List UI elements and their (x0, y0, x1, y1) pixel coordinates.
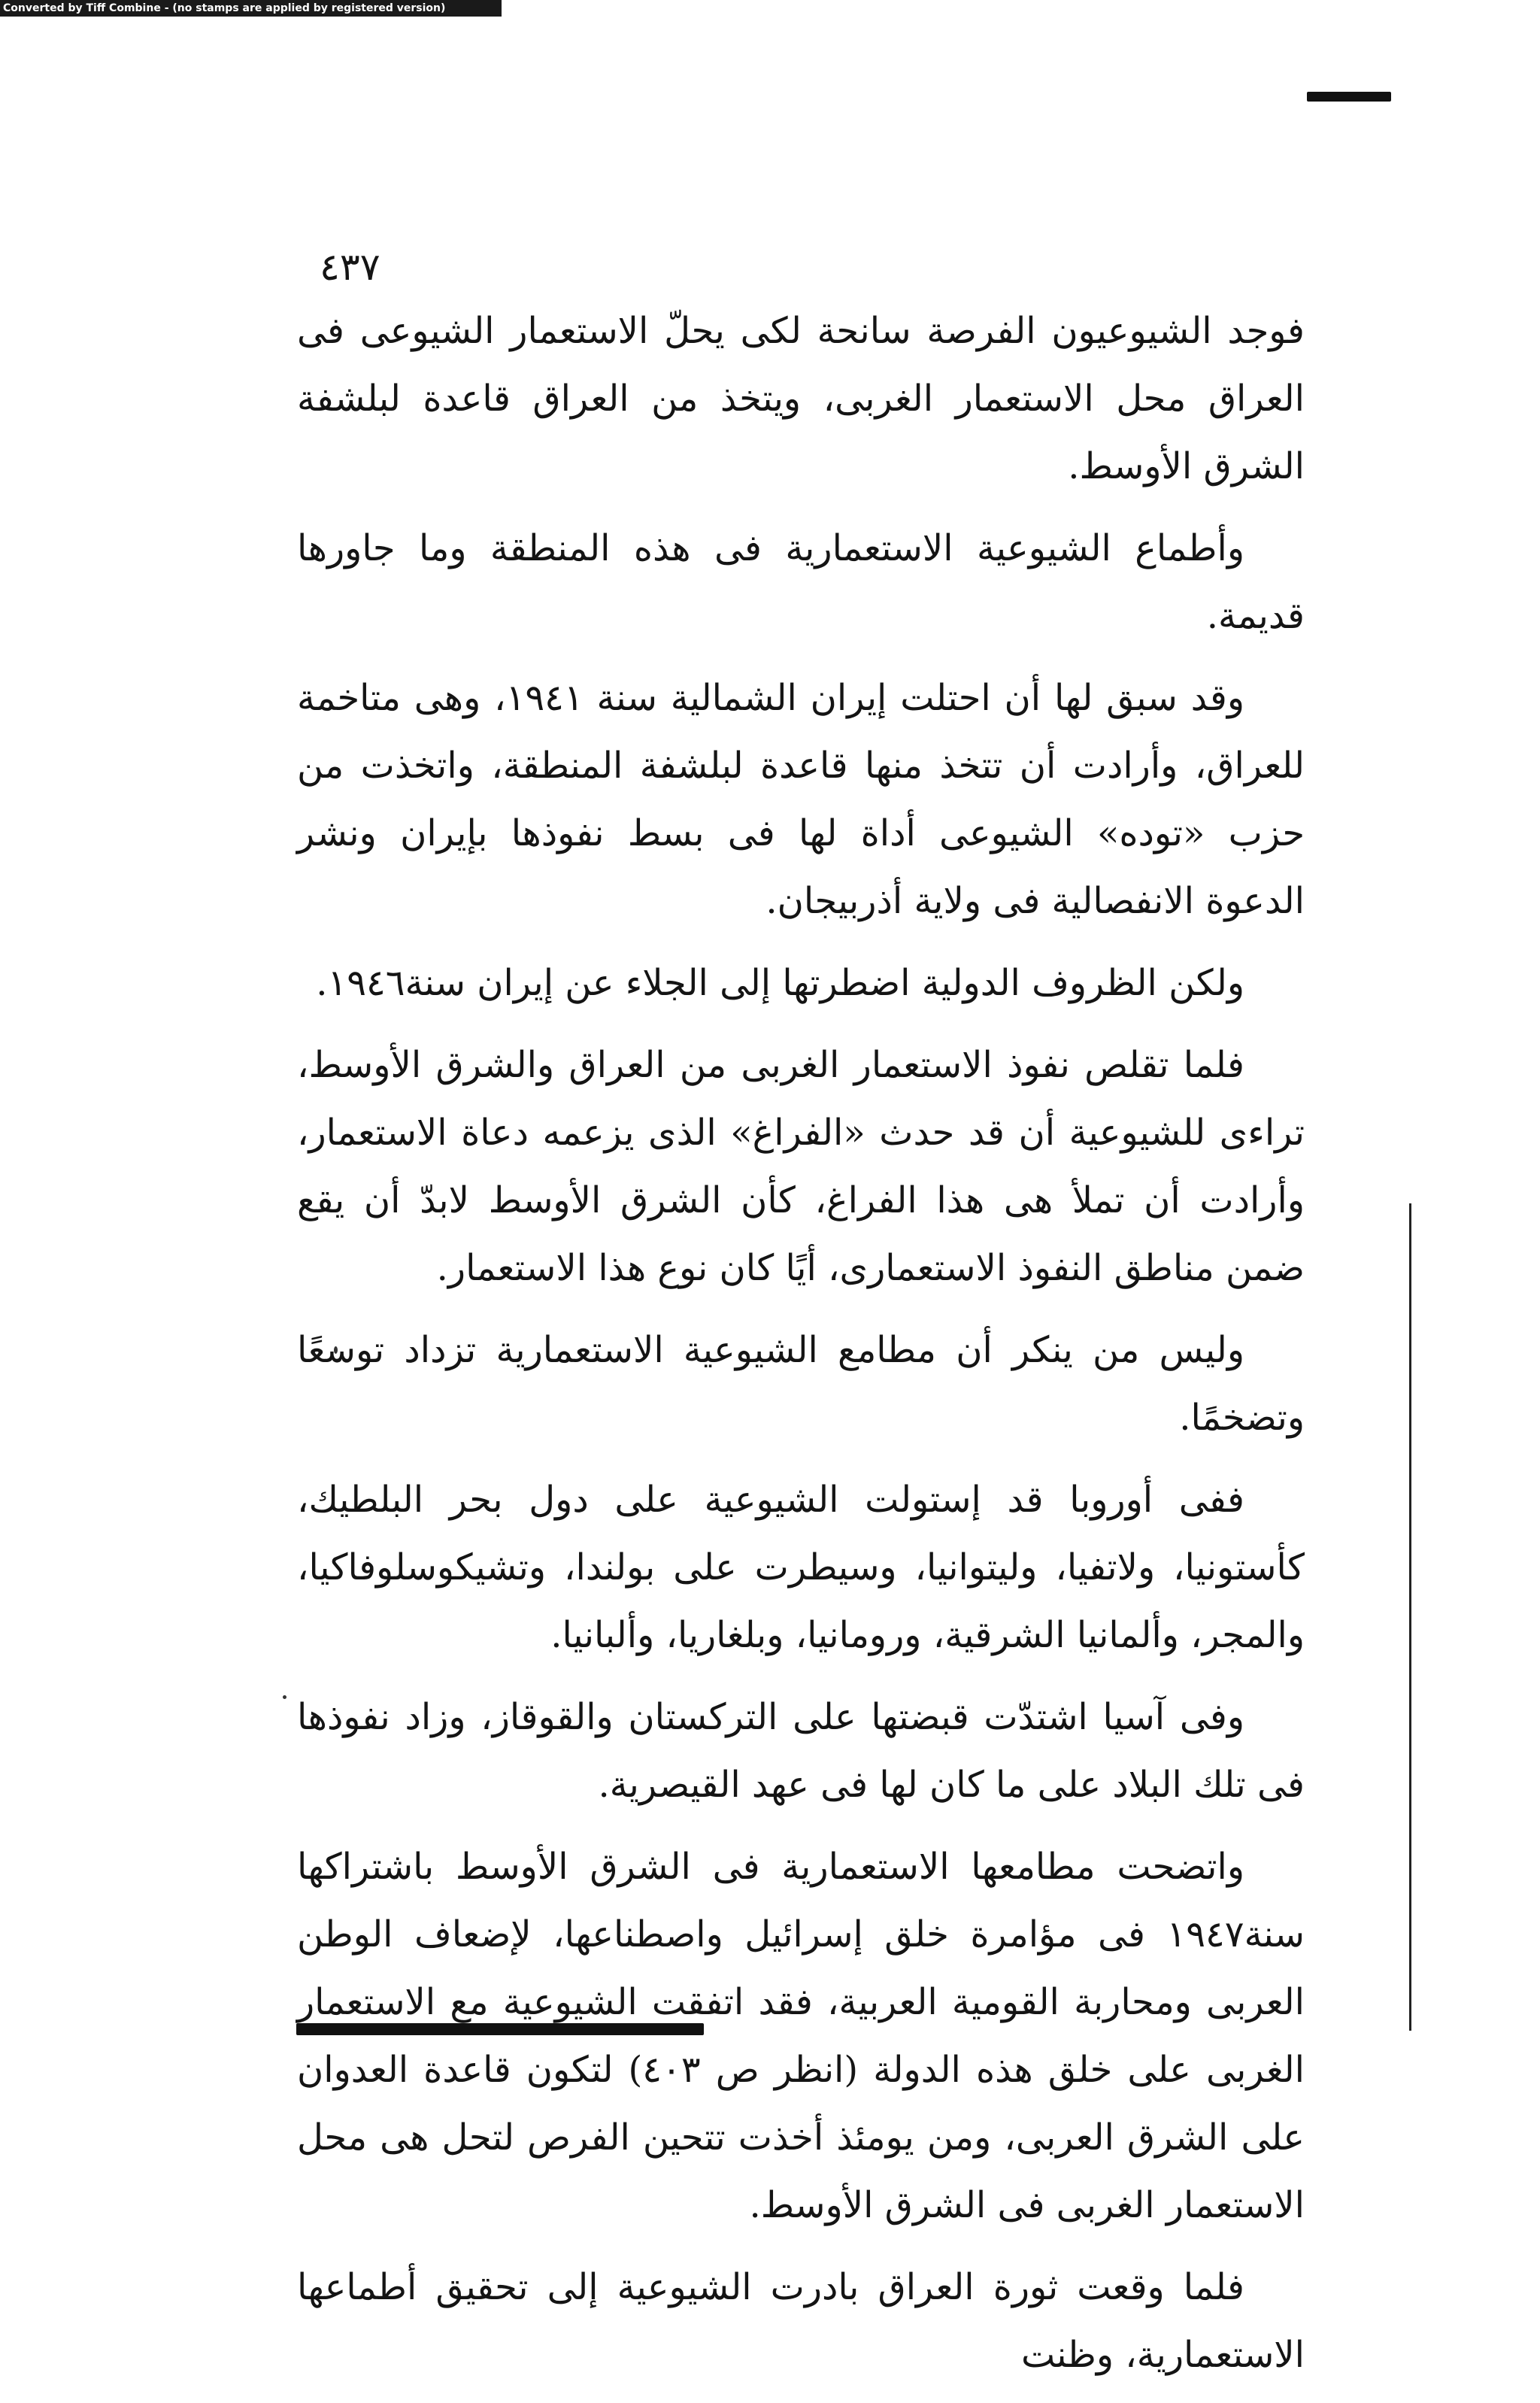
body-text (297, 297, 1305, 2403)
scan-mark-side (1409, 1203, 1411, 2031)
paragraph-9: واتضحت مطامعها الاستعمارية فى الشرق الأوسط باشتراكها سنة١٩٤٧ فى مؤامرة خلق إسرائيل واصطناعها، لإضعاف الوطن العربى ومحاربة القومية العربية، فقد اتفقت الشيوعية مع الاستعمار الغربى على خلق هذه الدولة (انظر ص ٤٠٣) لتكون قاعدة العدوان على الشرق العربى، ومن يومئذ أخذت تتحين الفرص لتحل هى محل الاستعمار الغربى فى الشرق الأوسط. (297, 1846, 1305, 2226)
paragraph-1: فوجد الشيوعيون الفرصة سانحة لكى يحلّ الاستعمار الشيوعى فى العراق محل الاستعمار الغربى، ويتخذ من العراق قاعدة لبلشفة الشرق الأوسط. (297, 310, 1305, 487)
paragraph-3: وقد سبق لها أن احتلت إيران الشمالية سنة ١٩٤١، وهى متاخمة للعراق، وأرادت أن تتخذ منها قاعدة لبلشفة المنطقة، واتخذت من حزب «توده» الشيوعى أداة لها فى بسط نفوذها بإيران ونشر الدعوة الانفصالية فى ولاية أذربيجان. (297, 677, 1305, 922)
paragraph-2: وأطماع الشيوعية الاستعمارية فى هذه المنطقة وما جاورها قديمة. (297, 527, 1305, 637)
scan-mark-top (1307, 92, 1391, 102)
paragraph-8: وفى آسيا اشتدّت قبضتها على التركستان والقوقاز، وزاد نفوذها فى تلك البلاد على ما كان لها فى عهد القيصرية. (297, 1696, 1305, 1806)
paragraph-4: ولكن الظروف الدولية اضطرتها إلى الجلاء عن إيران سنة١٩٤٦. (316, 962, 1244, 1004)
paragraph-6: وليس من ينكر أن مطامع الشيوعية الاستعمارية تزداد توسعًا وتضخمًا. (297, 1329, 1305, 1439)
paragraph-10: فلما وقعت ثورة العراق بادرت الشيوعية إلى تحقيق أطماعها الاستعمارية، وظنت (297, 2266, 1305, 2376)
page-number: ٤٣٧ (320, 245, 380, 289)
converter-banner: Converted by Tiff Combine - (no stamps are applied by registered version) (0, 0, 502, 17)
paragraph-7: ففى أوروبا قد إستولت الشيوعية على دول بحر البلطيك، كأستونيا، ولاتفيا، وليتوانيا، وسيطرت على بولندا، وتشيكوسلوفاكيا، والمجر، وألمانيا الشرقية، ورومانيا، وبلغاريا، وألبانيا. (297, 1479, 1305, 1656)
paragraph-5: فلما تقلص نفوذ الاستعمار الغربى من العراق والشرق الأوسط، تراءى للشيوعية أن قد حدث «الفراغ» الذى يزعمه دعاة الاستعمار، وأرادت أن تملأ هى هذا الفراغ، كأن الشرق الأوسط لابدّ أن يقع ضمن مناطق النفوذ الاستعمارى، أيًا كان نوع هذا الاستعمار. (297, 1044, 1305, 1289)
scan-speck (283, 1695, 286, 1699)
